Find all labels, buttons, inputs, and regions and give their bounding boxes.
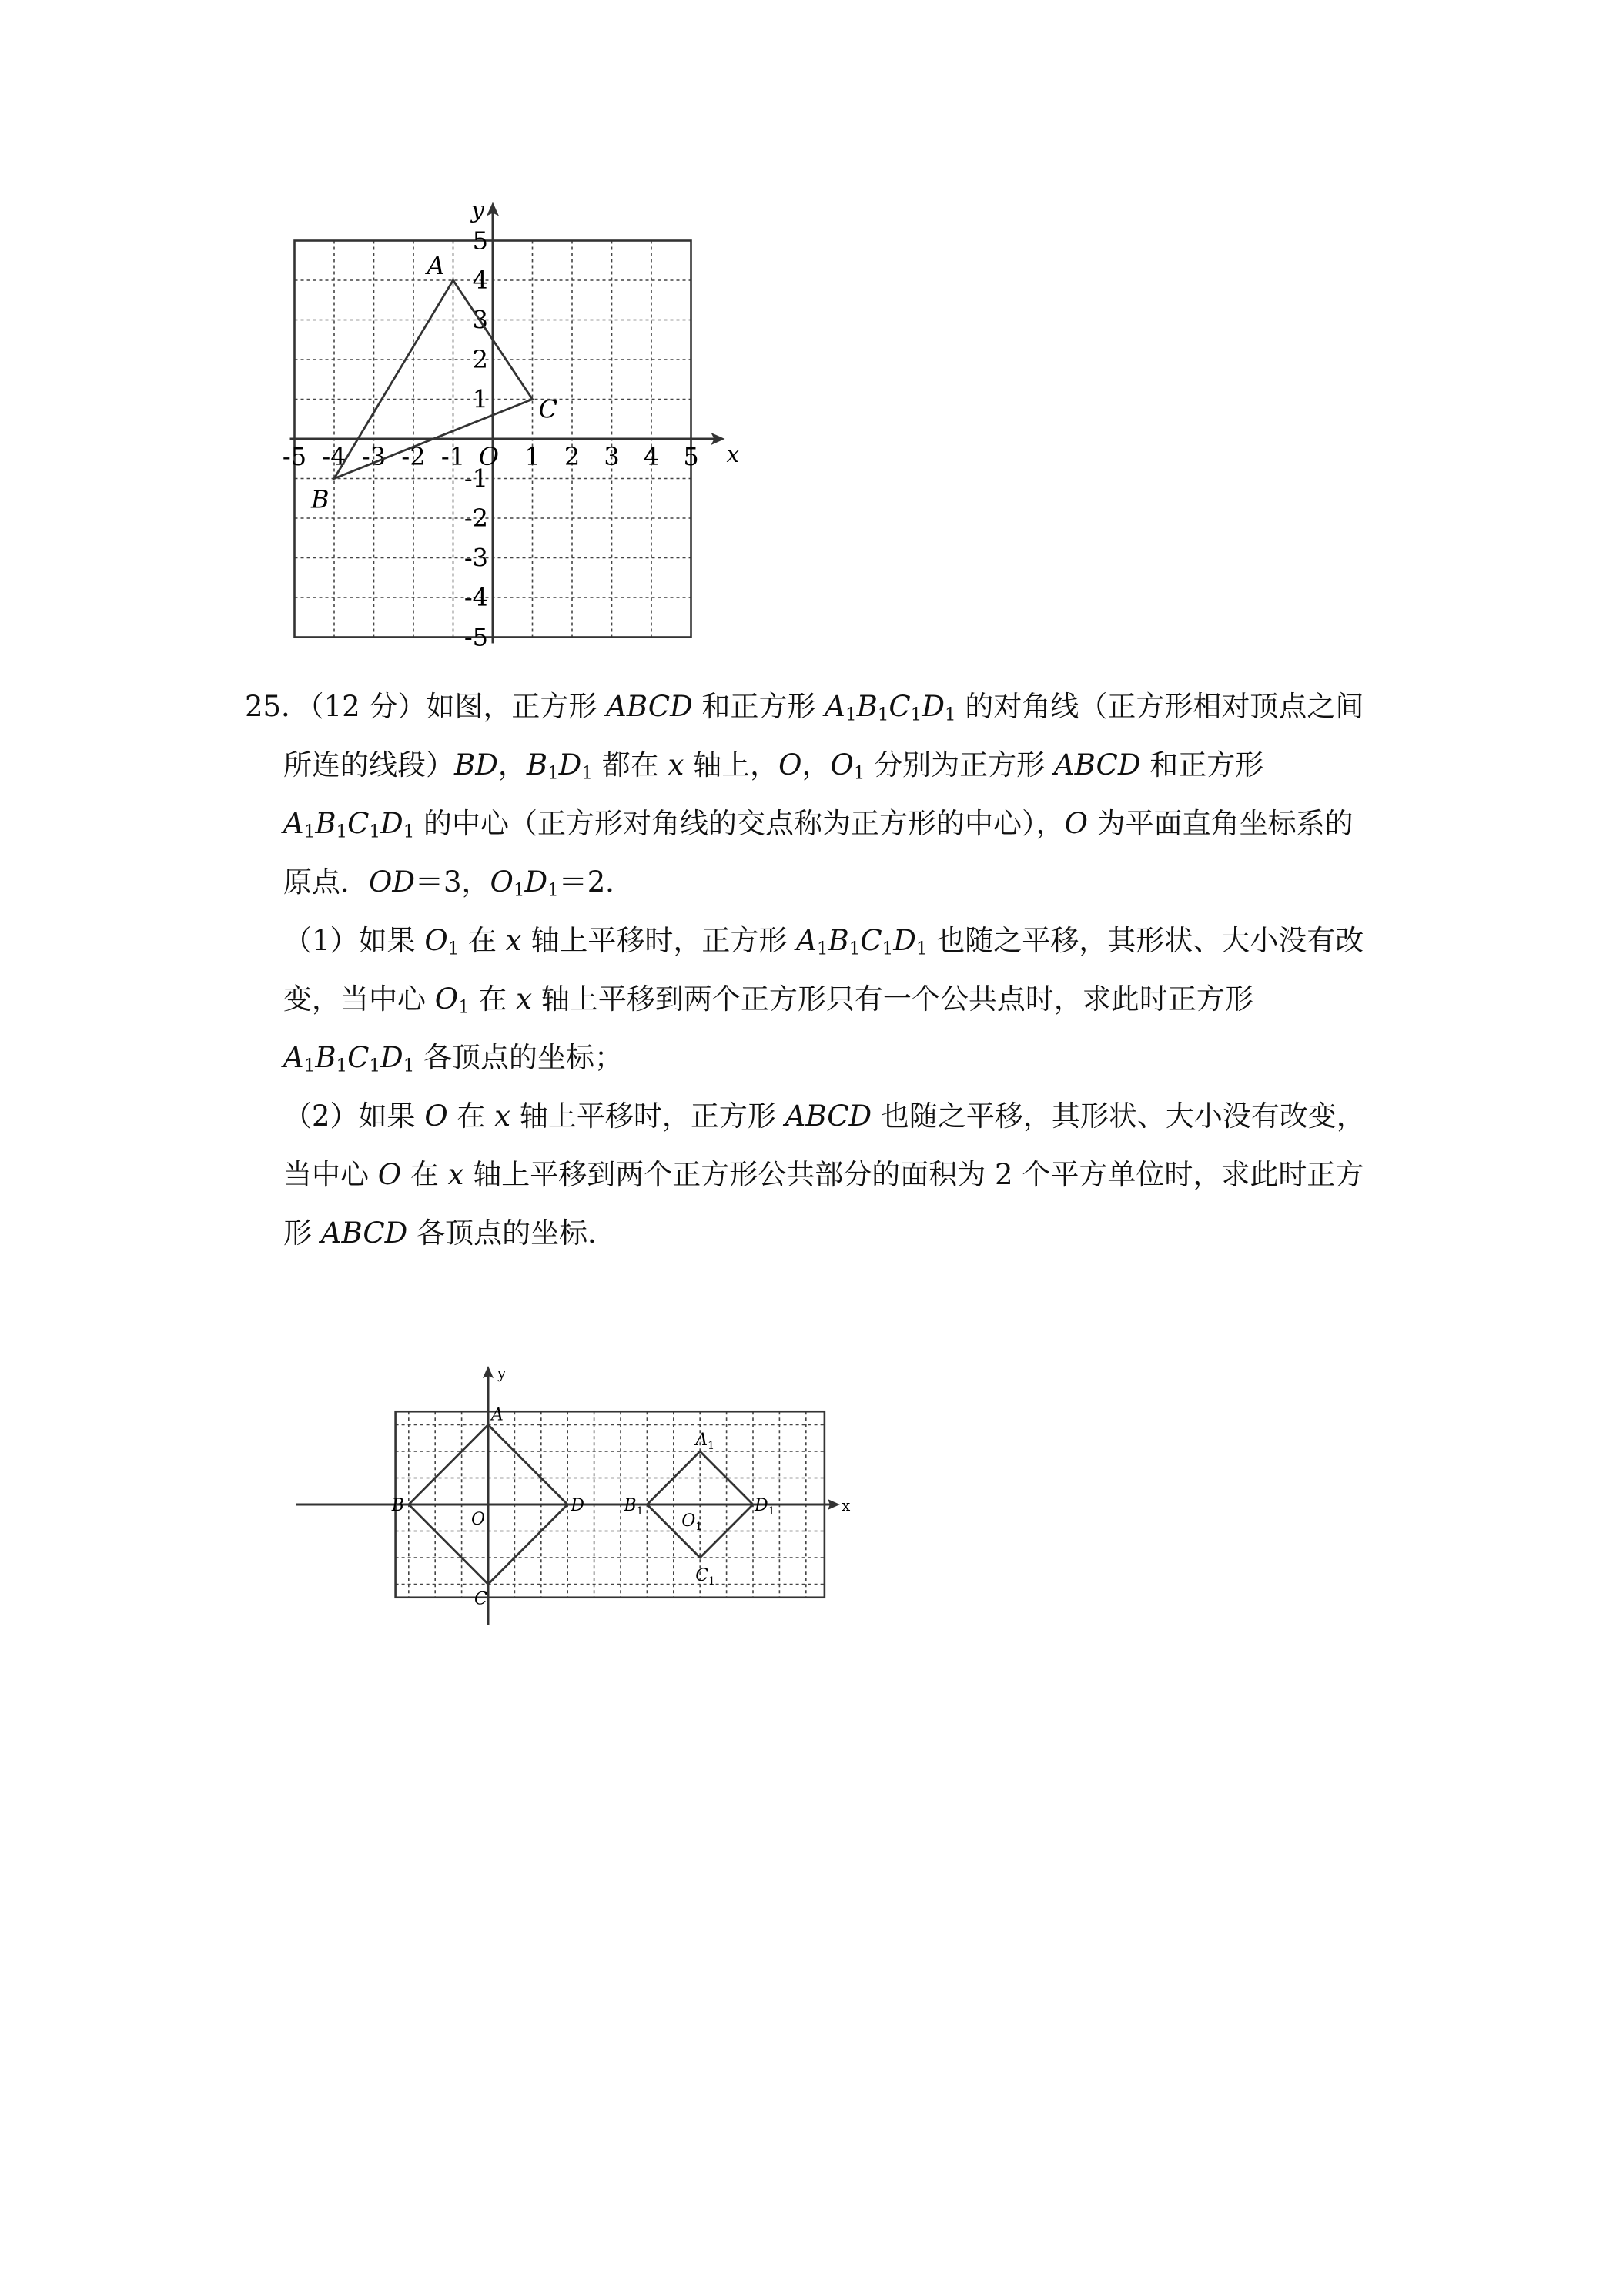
text-segment: 在	[401, 1158, 448, 1191]
text-segment: 1	[853, 763, 865, 784]
square-a1b1c1d1-label-o: $O_1$	[681, 1511, 703, 1533]
text-segment: A	[796, 924, 817, 957]
figure2-squares	[391, 1406, 775, 1609]
text-segment: 各顶点的坐标．	[407, 1217, 617, 1250]
text-segment: 1	[882, 939, 894, 959]
question-part-2	[245, 1087, 1377, 1263]
text-segment: C	[347, 807, 370, 840]
text-segment: ABCD	[785, 1099, 872, 1133]
vertex-label-c: C	[538, 394, 557, 424]
text-segment: 1	[547, 880, 559, 901]
square-a1b1c1d1-label-d: $D_1$	[755, 1496, 775, 1518]
text-segment: 1	[816, 939, 828, 959]
text-segment: 1	[915, 939, 928, 959]
x-tick-label: -5	[282, 442, 307, 471]
text-segment: 在	[447, 1099, 495, 1133]
text-segment: 1	[369, 822, 381, 842]
text-segment: 1	[547, 763, 559, 784]
text-segment: 轴上平移到两个正方形只有一个公共点时，求此时正方形	[532, 982, 1253, 1016]
x-tick-label: 4	[643, 442, 660, 471]
text-segment: 1	[513, 880, 525, 901]
text-segment: 为平面直角坐标系的原点．	[283, 807, 1354, 899]
text-segment: D	[893, 924, 916, 957]
text-segment: 都在	[592, 748, 668, 782]
text-segment: 也随之平移，其形状、大小没有改变，当中心	[283, 1099, 1365, 1191]
text-segment: O	[490, 865, 514, 899]
text-segment: B	[315, 1041, 336, 1074]
text-segment: O	[377, 1158, 402, 1191]
text-segment: O	[1064, 807, 1088, 840]
text-segment: D	[524, 865, 548, 899]
y-tick-label: 1	[472, 384, 488, 414]
text-segment: O	[778, 748, 802, 782]
text-segment: 轴上平移到两个正方形公共部分的面积为 2 个平方单位时，求此时正方形	[283, 1158, 1364, 1250]
text-segment: A	[825, 690, 846, 723]
x-tick-label: -1	[440, 442, 466, 471]
text-segment: ABCD	[1053, 748, 1141, 782]
square-abcd-label-d: D	[571, 1496, 584, 1515]
triangle-coordinate-figure	[273, 196, 740, 652]
text-segment: 1	[848, 939, 861, 959]
text-segment: D	[558, 748, 582, 782]
squares-coordinate-figure	[289, 1363, 851, 1632]
text-segment: C	[888, 690, 911, 723]
text-segment: 1	[447, 939, 460, 959]
text-segment: 1	[303, 1056, 316, 1076]
x-tick-label: 1	[524, 442, 540, 471]
vertex-label-b: B	[311, 484, 330, 514]
y-tick-label: 3	[472, 305, 488, 335]
question-part-1	[245, 912, 1377, 1087]
text-segment: B	[526, 748, 548, 782]
text-segment: x	[494, 1099, 511, 1133]
text-segment: 25．（12 分）如图，正方形	[245, 690, 607, 723]
text-segment: 1	[581, 763, 593, 784]
x-tick-label: 2	[564, 442, 581, 471]
x-tick-label: 3	[604, 442, 620, 471]
text-segment: 轴上平移时，正方形	[510, 1099, 785, 1133]
text-segment: 分别为正方形	[865, 748, 1054, 782]
x-tick-label: -2	[401, 442, 426, 471]
x-axis-label: x	[726, 441, 740, 468]
text-segment: C	[860, 924, 882, 957]
text-segment: A	[283, 1041, 304, 1074]
text-segment: ABCD	[320, 1217, 408, 1250]
text-segment: x	[505, 924, 522, 957]
x-tick-label: -3	[361, 442, 387, 471]
y-tick-label: 2	[472, 345, 488, 374]
text-segment: D	[380, 1041, 403, 1074]
x-tick-label: 5	[683, 442, 699, 471]
y-tick-label: 5	[472, 226, 488, 256]
x-axis-label: x	[842, 1496, 851, 1514]
text-segment: D	[380, 807, 403, 840]
question-25	[245, 678, 1377, 1263]
text-segment: 的对角线（正方形相对顶点之间所连的线段）	[283, 690, 1364, 782]
text-segment: x	[668, 748, 684, 782]
figure1-axes	[290, 197, 740, 644]
square-abcd-label-o: O	[471, 1510, 486, 1529]
text-segment: 1	[336, 1056, 348, 1076]
text-segment: 在	[469, 982, 517, 1016]
text-segment: BD	[454, 748, 498, 782]
square-a1b1c1d1-label-a: $A_1$	[695, 1431, 715, 1452]
text-segment: 1	[845, 705, 857, 725]
text-segment: B	[828, 924, 849, 957]
text-segment: O	[434, 982, 459, 1016]
text-segment: 轴上平移时，正方形	[521, 924, 797, 957]
y-tick-label: -2	[463, 504, 488, 533]
text-segment: 轴上，	[684, 748, 779, 782]
question-stem	[245, 678, 1377, 912]
square-abcd-label-c: C	[474, 1589, 487, 1609]
text-segment: 各顶点的坐标；	[414, 1041, 624, 1074]
text-segment: ，	[497, 748, 527, 782]
y-tick-label: -1	[463, 464, 488, 494]
text-segment: D	[922, 690, 945, 723]
text-segment: O	[424, 1099, 448, 1133]
text-segment: ABCD	[606, 690, 693, 723]
text-segment: OD	[369, 865, 415, 899]
text-segment: 1	[403, 822, 415, 842]
text-segment: ＝3，	[415, 865, 490, 899]
text-segment: 在	[459, 924, 506, 957]
text-segment: 1	[303, 822, 316, 842]
y-axis-label: y	[497, 1364, 507, 1382]
text-segment: 1	[403, 1056, 415, 1076]
y-tick-label: -3	[463, 543, 488, 573]
text-segment: （2）如果	[283, 1099, 425, 1133]
text-segment: O	[424, 924, 448, 957]
text-segment: 也随之平移，其形状、大小没有改变，当中心	[283, 924, 1364, 1016]
text-segment: x	[516, 982, 533, 1016]
x-tick-label: -4	[322, 442, 346, 471]
triangle-abc	[310, 251, 557, 514]
y-tick-label: -4	[463, 583, 488, 612]
text-segment: 的中心（正方形对角线的交点称为正方形的中心），	[414, 807, 1065, 840]
text-segment: 和正方形	[692, 690, 825, 723]
text-segment: ＝2．	[558, 865, 634, 899]
text-segment: 1	[877, 705, 889, 725]
text-segment: B	[315, 807, 336, 840]
text-segment: B	[856, 690, 878, 723]
vertex-label-a: A	[427, 251, 445, 280]
square-a1b1c1d1-label-c: $C_1$	[695, 1566, 715, 1588]
square-abcd-label-a: A	[491, 1405, 504, 1425]
square-abcd-label-b: B	[391, 1496, 404, 1515]
text-segment: x	[447, 1158, 464, 1191]
text-segment: ，	[801, 748, 831, 782]
text-segment: 1	[458, 997, 470, 1018]
y-axis-label: y	[471, 196, 484, 224]
text-segment: C	[347, 1041, 370, 1074]
text-segment: （1）如果	[283, 924, 425, 957]
text-segment: 1	[910, 705, 922, 725]
text-segment: 1	[369, 1056, 381, 1076]
text-segment: 1	[945, 705, 956, 725]
text-segment: A	[283, 807, 304, 840]
text-segment: 和正方形	[1140, 748, 1264, 782]
y-tick-label: -5	[463, 622, 488, 652]
origin-label: O	[478, 442, 499, 471]
figure2-axes	[296, 1364, 851, 1625]
text-segment: 1	[336, 822, 348, 842]
square-a1b1c1d1-label-b: $B_1$	[624, 1496, 644, 1518]
y-tick-label: 4	[472, 266, 488, 295]
text-segment: O	[830, 748, 854, 782]
